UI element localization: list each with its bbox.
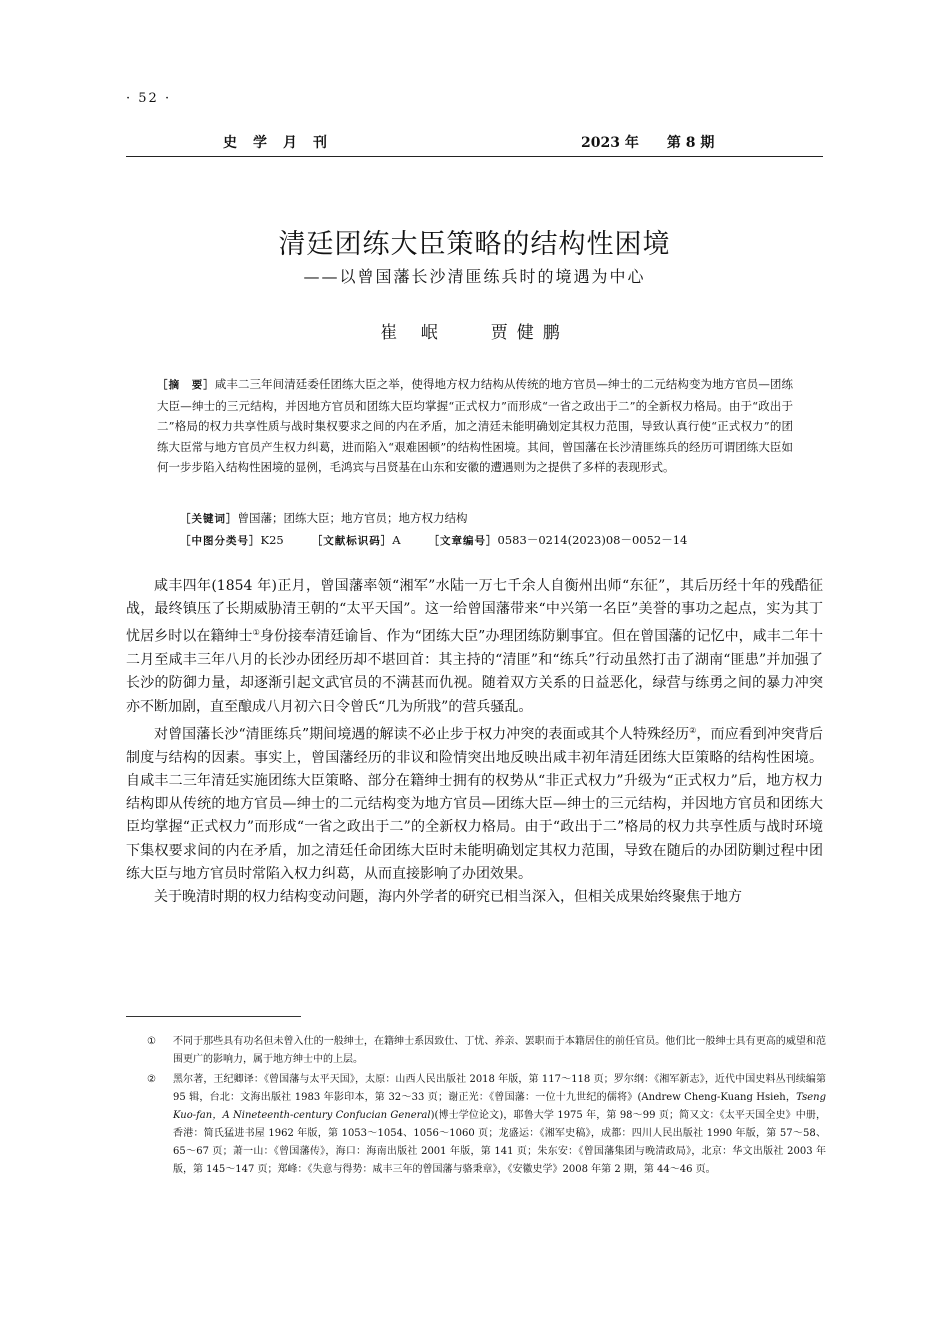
footnote-2 xyxy=(147,1071,826,1179)
issue-number: 第 8 期 xyxy=(666,135,715,151)
paragraph-2 xyxy=(126,719,823,886)
keywords xyxy=(180,510,468,526)
journal-name: 史学月刊 xyxy=(223,135,343,151)
issue-year: 2023 年 xyxy=(581,135,639,151)
author-2: 贾健鹏 xyxy=(490,323,569,343)
authors xyxy=(126,318,823,343)
footnote-2-mark: ② xyxy=(147,1074,156,1085)
keywords-text: 曾国藩；团练大臣；地方官员；地方权力结构 xyxy=(237,511,468,525)
running-header xyxy=(126,132,823,157)
footnote-2-text-b: )(博士学位论文)，耶鲁大学 1975 年，第 98～99 页；简又文：《太平天国全史》中册，香港：简氏猛进书屋 1962 年版，第 1053～1054、1056～1060 页；龙盛运：《湘军史稿》，成都：四川人民出版社 1990 年版，第 57～58、65～67 页；萧一山：《曾国藩传》，海口：海南出版社 2001 年版，第 141 页；朱东安：《曾国藩集团与晚清政局》，北京：华文出版社 2003 年版，第 145～147 页；郑峰：《失意与得势：咸丰三年的曾国藩与骆秉章》，《安徽史学》2008 年第 2 期，第 44～46 页。 xyxy=(173,1110,826,1175)
abstract-label: ［摘 要］ xyxy=(157,379,215,391)
clc-label: ［中图分类号］ xyxy=(180,535,261,547)
paragraph-1 xyxy=(126,575,823,719)
footnote-2-text-a: 黑尔著，王纪卿译：《曾国藩与太平天国》，太原：山西人民出版社 2018 年版，第 117～118 页；罗尔纲：《湘军新志》，近代中国史料丛刊续编第 95 辑，台北：文海出版社 1983 年影印本，第 32～33 页；谢正光：《曾国藩：一位十九世纪的儒将》(Andrew Cheng-Kuang Hsieh， xyxy=(173,1074,826,1103)
article-subtitle: ——以曾国藩长沙清匪练兵时的境遇为中心 xyxy=(303,267,646,286)
abstract-text: 咸丰二三年间清廷委任团练大臣之举，使得地方权力结构从传统的地方官员—绅士的二元结构变为地方官员—团练大臣—绅士的三元结构，并因地方官员和团练大臣均掌握“正式权力”而形成“一省之政出于二”的全新权力格局。由于“政出于二”格局的权力共享性质与战时集权要求之间的内在矛盾，加之清廷未能明确划定其权力范围，导致认真行使“正式权力”的团练大臣常与地方官员产生权力纠葛，进而陷入“艰难困顿”的结构性困境。其间，曾国藩在长沙清匪练兵的经历可谓团练大臣如何一步步陷入结构性困境的显例，毛鸿宾与吕贤基在山东和安徽的遭遇则为之提供了多样的表现形式。 xyxy=(157,377,793,475)
doc-code-label: ［文献标识码］ xyxy=(311,535,393,547)
article-title: 清廷团练大臣策略的结构性困境 xyxy=(278,229,671,260)
footnotes xyxy=(147,1033,826,1181)
author-1: 崔 岷 xyxy=(380,323,447,343)
body-text xyxy=(126,575,823,909)
footnote-1 xyxy=(147,1033,826,1069)
page-number: · 52 · xyxy=(126,91,172,106)
footnote-ref-1[interactable]: ① xyxy=(252,628,260,638)
footnote-1-text: 不同于那些具有功名但未曾入仕的一般绅士，在籍绅士系因致仕、丁忧、养亲、罢职而于本籍居住的前任官员。他们比一般绅士具有更高的威望和范围更广的影响力，属于地方绅士中的上层。 xyxy=(173,1036,826,1065)
issue-info xyxy=(581,132,742,152)
abstract xyxy=(157,374,793,478)
paragraph-2-rest: ，而应看到冲突背后制度与结构的因素。事实上，曾国藩经历的非议和险情突出地反映出咸丰初年清廷团练大臣策略的结构性困境。自咸丰二三年清廷实施团练大臣策略、部分在籍绅士拥有的权势从“非正式权力”升级为“正式权力”后，地方权力结构即从传统的地方官员—绅士的二元结构变为地方官员—团练大臣—绅士的三元结构，并因地方官员和团练大臣均掌握“正式权力”而形成“一省之政出于二”的全新权力格局。由于“政出于二”格局的权力共享性质与战时环境下集权要求间的内在矛盾，加之清廷任命团练大臣时未能明确划定其权力范围，导致在随后的办团防剿过程中团练大臣与地方官员时常陷入权力纠葛，从而直接影响了办团效果。 xyxy=(126,726,824,882)
keywords-label: ［关键词］ xyxy=(180,513,238,525)
classification-line xyxy=(180,532,687,548)
clc-value: K25 xyxy=(260,533,284,547)
paragraph-1-rest: 身份接奉清廷谕旨、作为“团练大臣”办理团练防剿事宜。但在曾国藩的记忆中，咸丰二年十二月至咸丰三年八月的长沙办团经历却不堪回首：其主持的“清匪”和“练兵”行动虽然打击了湖南“匪患”并加强了长沙的防御力量，却逐渐引起文武官员的不满甚而仇视。随着双方关系的日益恶化，绿营与练勇之间的暴力冲突亦不断加剧，直至酿成八月初六日令曾氏“几为所戕”的营兵骚乱。 xyxy=(126,629,824,715)
footnote-1-mark: ① xyxy=(147,1036,156,1047)
doc-code-value: A xyxy=(392,533,401,547)
paragraph-3: 关于晚清时期的权力结构变动问题，海内外学者的研究已相当深入，但相关成果始终聚焦于地方 xyxy=(154,888,742,905)
paragraph-1-text: 咸丰四年(1854 年)正月，曾国藩率领“湘军”水陆一万七千余人自衡州出师“东征”，其后历经十年的残酷征战，最终镇压了长期威胁清王朝的“太平天国”。这一给曾国藩带来“中兴第一名臣”美誉的事功之起点，实为其丁忧居乡时以在籍绅士 xyxy=(126,578,823,646)
paragraph-2-text: 对曾国藩长沙“清匪练兵”期间境遇的解读不必止步于权力冲突的表面或其个人特殊经历 xyxy=(154,726,690,743)
article-number-value: 0583－0214(2023)08－0052－14 xyxy=(497,533,688,547)
footnote-divider xyxy=(126,1016,301,1017)
footnote-2-italic-title: Tseng Kuo-fan，A Nineteenth-century Confucian General xyxy=(173,1092,826,1121)
article-number-label: ［文章编号］ xyxy=(428,535,498,547)
footnote-ref-2[interactable]: ② xyxy=(689,725,697,735)
